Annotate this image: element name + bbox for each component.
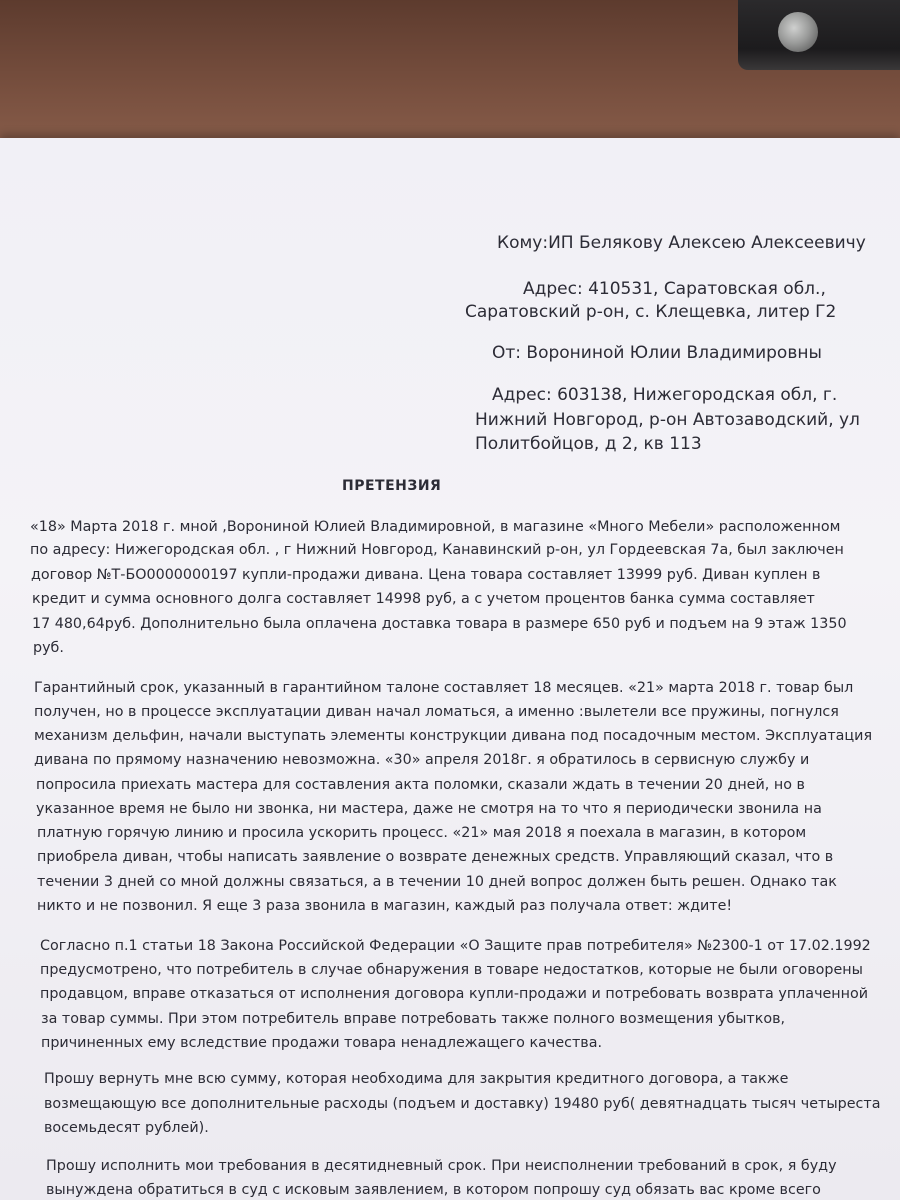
paragraph-2-line-8: приобрела диван, чтобы написать заявление о возврате денежных средств. Управляющий сказал, что в xyxy=(37,849,834,865)
paragraph-2-line-1: Гарантийный срок, указанный в гарантийном талоне составляет 18 месяцев. «21» марта 2018 г. товар был xyxy=(34,680,854,696)
paragraph-1-line-5: 17 480,64руб. Дополнительно была оплачена доставка товара в размере 650 руб и подъем на 9 этаж 1350 xyxy=(32,616,847,632)
recipient-line: Кому:ИП Белякову Алексею Алексеевичу xyxy=(497,233,866,253)
paragraph-2-line-6: указанное время не было ни звонка, ни мастера, даже не смотря на то что я периодически звонила на xyxy=(36,801,822,817)
dark-object xyxy=(738,0,900,70)
paragraph-3-line-5: причиненных ему вследствие продажи товара ненадлежащего качества. xyxy=(41,1035,603,1051)
paragraph-1-line-6: руб. xyxy=(33,640,64,656)
paragraph-2-line-4: дивана по прямому назначению невозможна. «30» апреля 2018г. я обратилось в сервисную службу и xyxy=(34,752,810,768)
paragraph-2-line-5: попросила приехать мастера для составления акта поломки, сказали ждать в течении 20 дней, но в xyxy=(36,777,805,793)
paragraph-2-line-2: получен, но в процессе эксплуатации диван начал ломаться, а именно :вылетели все пружины, погнулся xyxy=(34,704,839,720)
paragraph-2-line-10: никто и не позвонил. Я еще 3 раза звонила в магазин, каждый раз получала ответ: ждите! xyxy=(37,898,733,914)
paragraph-1-line-1: «18» Марта 2018 г. мной ,Ворониной Юлией Владимировной, в магазине «Много Мебели» расположенном xyxy=(30,519,841,535)
paragraph-5-line-1: Прошу исполнить мои требования в десятидневный срок. При неисполнении требований в срок, я буду xyxy=(46,1158,837,1174)
sender-line: От: Ворониной Юлии Владимировны xyxy=(492,343,822,363)
sender-address-line-1: Адрес: 603138, Нижегородская обл, г. xyxy=(492,385,838,405)
paragraph-1-line-4: кредит и сумма основного долга составляет 14998 руб, а с учетом процентов банка сумма составляет xyxy=(32,591,815,607)
paragraph-4-line-1: Прошу вернуть мне всю сумму, которая необходима для закрытия кредитного договора, а также xyxy=(44,1071,789,1087)
paragraph-5-line-2: вынуждена обратиться в суд с исковым заявлением, в котором попрошу суд обязать вас кроме всего xyxy=(46,1182,821,1198)
paragraph-3-line-2: предусмотрено, что потребитель в случае обнаружения в товаре недостатков, которые не были оговорены xyxy=(40,962,863,978)
paragraph-4-line-2: возмещающую все дополнительные расходы (подъем и доставку) 19480 руб( девятнадцать тысяч четыреста xyxy=(44,1096,881,1112)
paragraph-3-line-4: за товар суммы. При этом потребитель вправе потребовать также полного возмещения убытков, xyxy=(41,1011,786,1027)
paragraph-2-line-3: механизм дельфин, начали выступать элементы конструкции дивана под посадочным местом. Эксплуатация xyxy=(34,728,873,744)
paragraph-3-line-1: Согласно п.1 статьи 18 Закона Российской Федерации «О Защите прав потребителя» №2300-1 от 17.02.1992 xyxy=(40,938,871,954)
paragraph-4-line-3: восемьдесят рублей). xyxy=(44,1120,209,1136)
paragraph-2-line-9: течении 3 дней со мной должны связаться, а в течении 10 дней вопрос должен быть решен. Однако так xyxy=(37,874,837,890)
paragraph-1-line-3: договор №Т-БО0000000197 купли-продажи дивана. Цена товара составляет 13999 руб. Диван куплен в xyxy=(31,567,821,583)
paragraph-1-line-2: по адресу: Нижегородская обл. , г Нижний Новгород, Канавинский р-он, ул Гордеевская 7а, был заключен xyxy=(30,542,844,558)
sender-address-line-3: Политбойцов, д 2, кв 113 xyxy=(475,434,702,454)
sender-address-line-2: Нижний Новгород, р-он Автозаводский, ул xyxy=(475,410,860,430)
document-title: ПРЕТЕНЗИЯ xyxy=(342,478,442,494)
recipient-address-line-2: Саратовский р-он, с. Клещевка, литер Г2 xyxy=(465,302,837,322)
recipient-address-line-1: Адрес: 410531, Саратовская обл., xyxy=(523,279,826,299)
paragraph-2-line-7: платную горячую линию и просила ускорить процесс. «21» мая 2018 я поехала в магазин, в котором xyxy=(37,825,807,841)
paragraph-3-line-3: продавцом, вправе отказаться от исполнения договора купли-продажи и потребовать возврата уплаченной xyxy=(40,986,869,1002)
metal-knob xyxy=(778,12,818,52)
